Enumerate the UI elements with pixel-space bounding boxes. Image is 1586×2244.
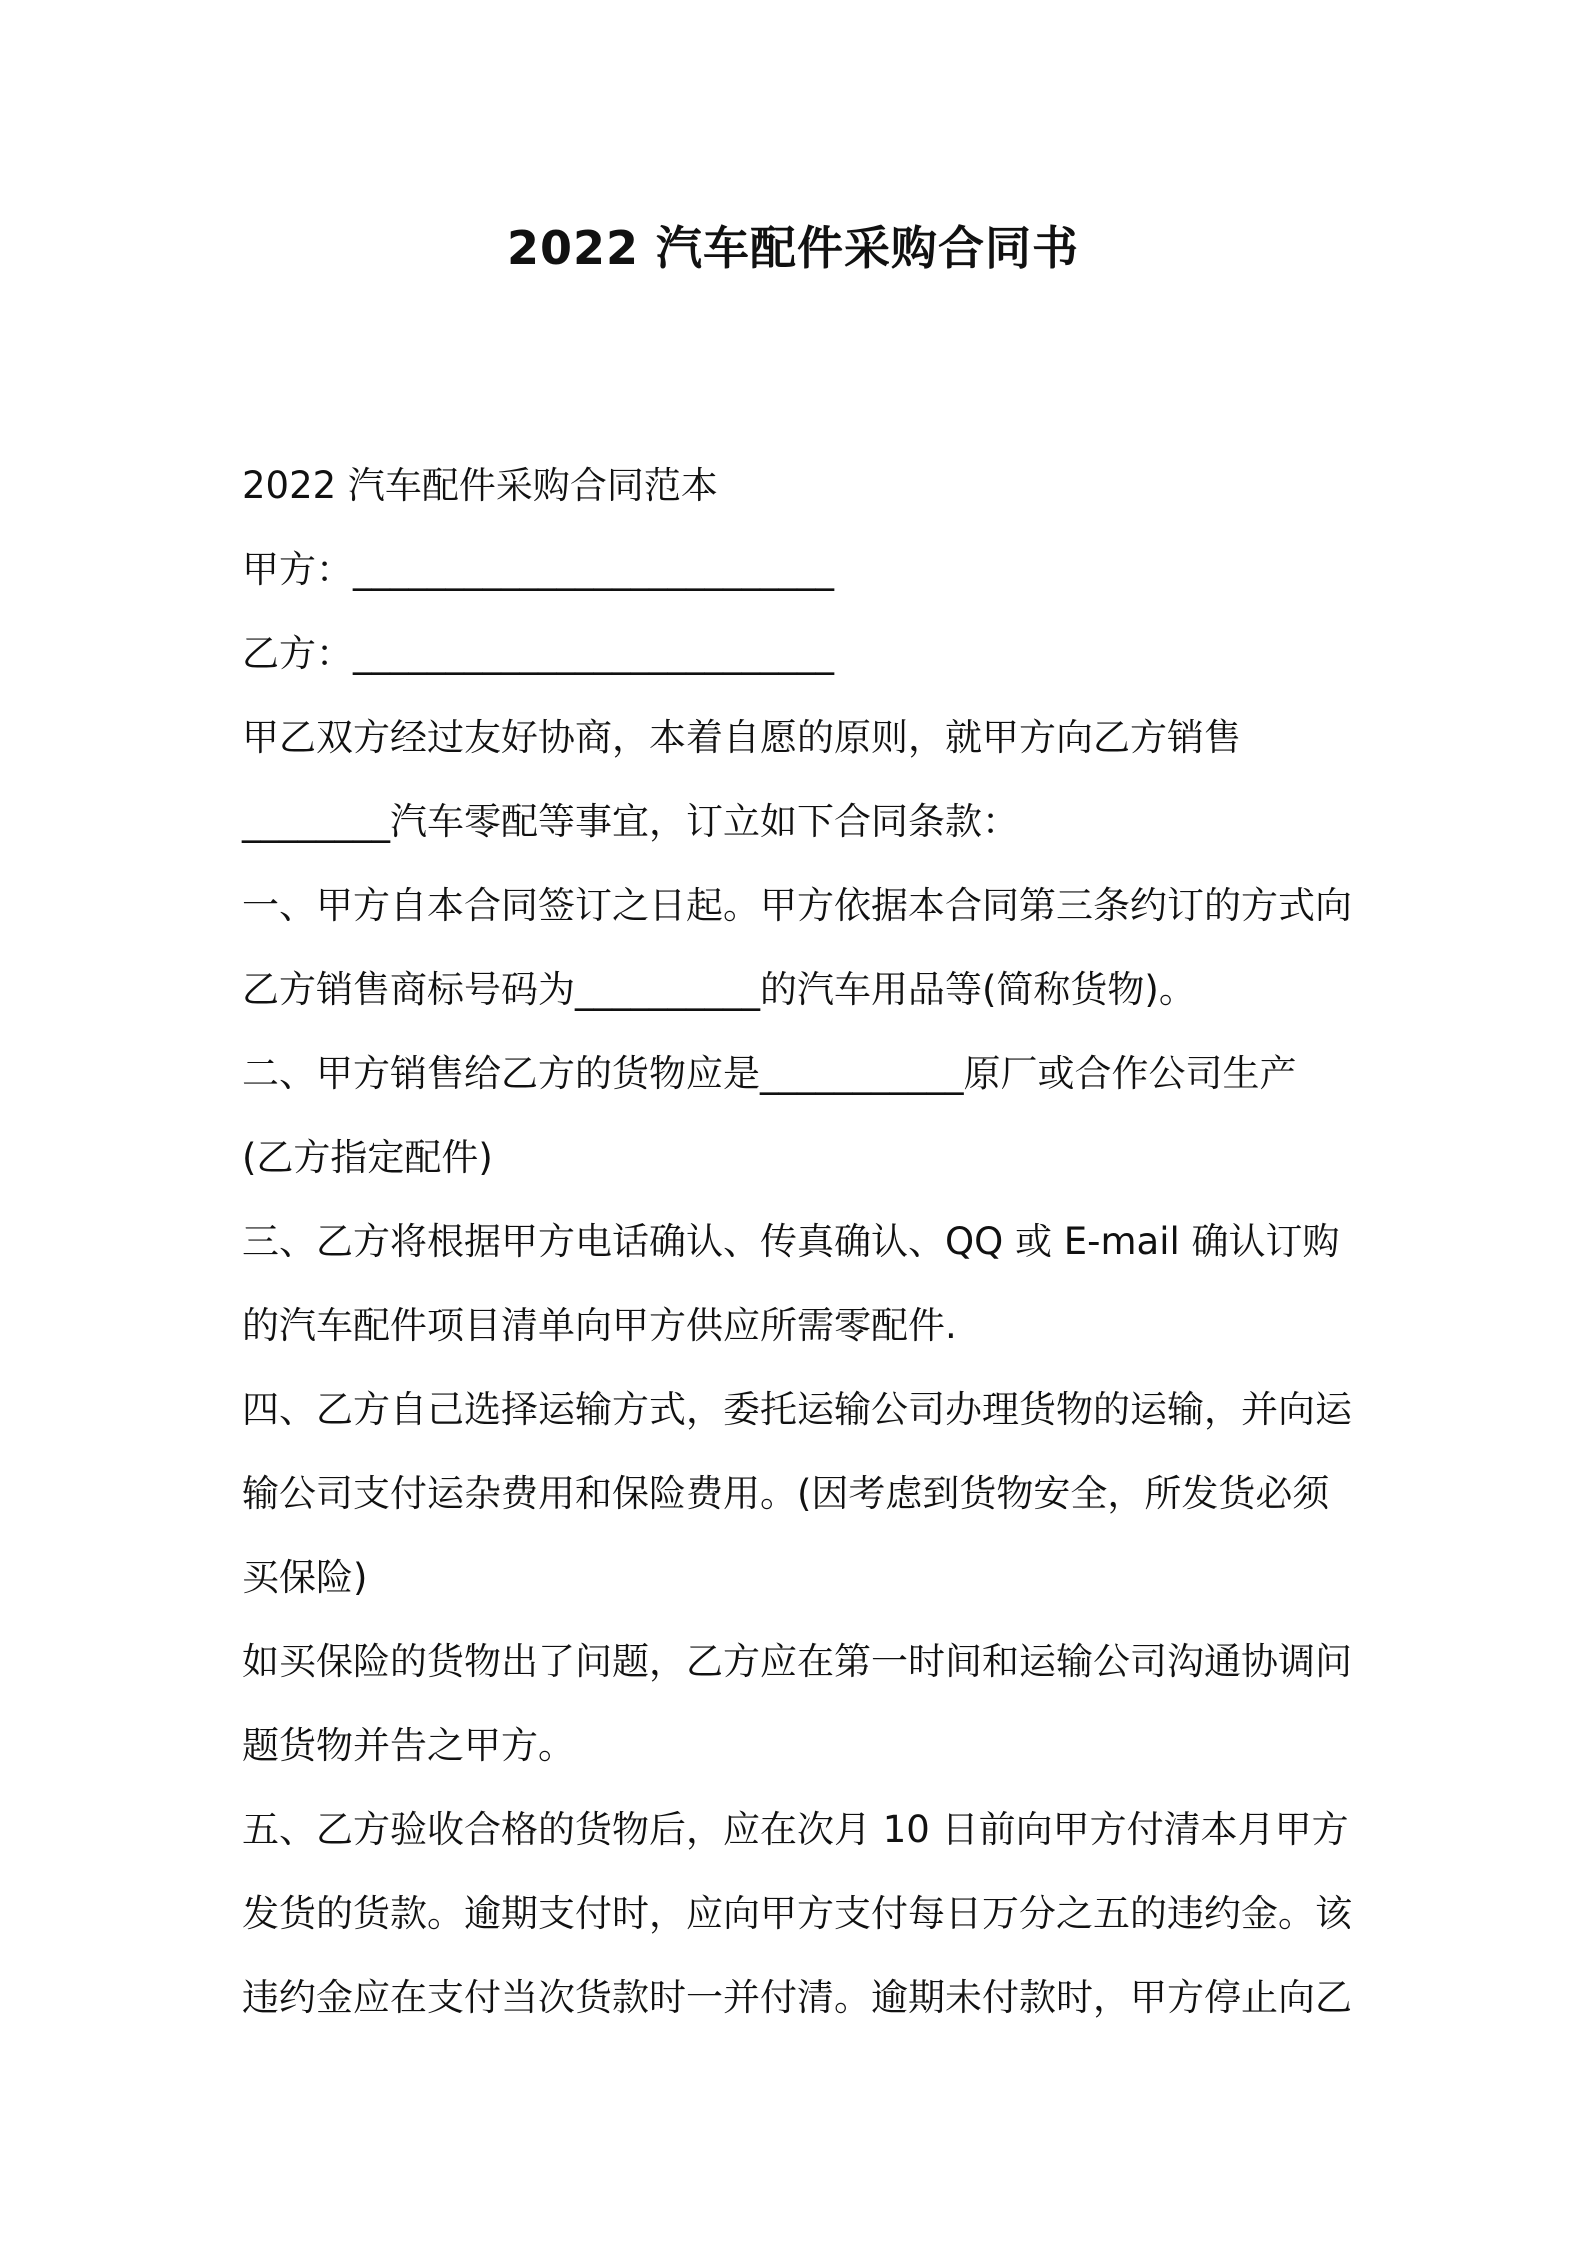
document-title: 2022 汽车配件采购合同书 <box>506 221 1080 275</box>
party-a-line: 甲方：__________________________ <box>242 548 834 591</box>
clause-1-line: 一、甲方自本合同签订之日起。甲方依据本合同第三条约订的方式向 <box>242 884 1352 927</box>
text-line: 违约金应在支付当次货款时一并付清。逾期未付款时，甲方停止向乙 <box>242 1976 1352 2019</box>
clause-4-line: 四、乙方自己选择运输方式，委托运输公司办理货物的运输，并向运 <box>242 1388 1352 1431</box>
text-line: 如买保险的货物出了问题，乙方应在第一时间和运输公司沟通协调问 <box>242 1640 1352 1683</box>
text-line: 买保险) <box>242 1556 368 1599</box>
text-line: 题货物并告之甲方。 <box>242 1724 575 1767</box>
clause-5-line: 五、乙方验收合格的货物后，应在次月 10 日前向甲方付清本月甲方 <box>242 1808 1349 1851</box>
party-b-line: 乙方：__________________________ <box>242 632 834 675</box>
clause-3-line: 三、乙方将根据甲方电话确认、传真确认、QQ 或 E-mail 确认订购 <box>242 1220 1340 1263</box>
text-line: (乙方指定配件) <box>242 1136 493 1179</box>
text-line: 甲乙双方经过友好协商，本着自愿的原则，就甲方向乙方销售 <box>242 716 1241 759</box>
text-line: 输公司支付运杂费用和保险费用。(因考虑到货物安全，所发货必须 <box>242 1472 1330 1515</box>
text-line: 乙方销售商标号码为__________的汽车用品等(简称货物)。 <box>242 968 1196 1011</box>
subtitle-line: 2022 汽车配件采购合同范本 <box>242 464 718 507</box>
document-body <box>242 444 1362 2040</box>
clause-2-line: 二、甲方销售给乙方的货物应是___________原厂或合作公司生产 <box>242 1052 1297 1095</box>
text-line: 发货的货款。逾期支付时，应向甲方支付每日万分之五的违约金。该 <box>242 1892 1352 1935</box>
text-line: 的汽车配件项目清单向甲方供应所需零配件. <box>242 1304 957 1347</box>
text-line: ________汽车零配等事宜，订立如下合同条款： <box>242 800 1019 843</box>
